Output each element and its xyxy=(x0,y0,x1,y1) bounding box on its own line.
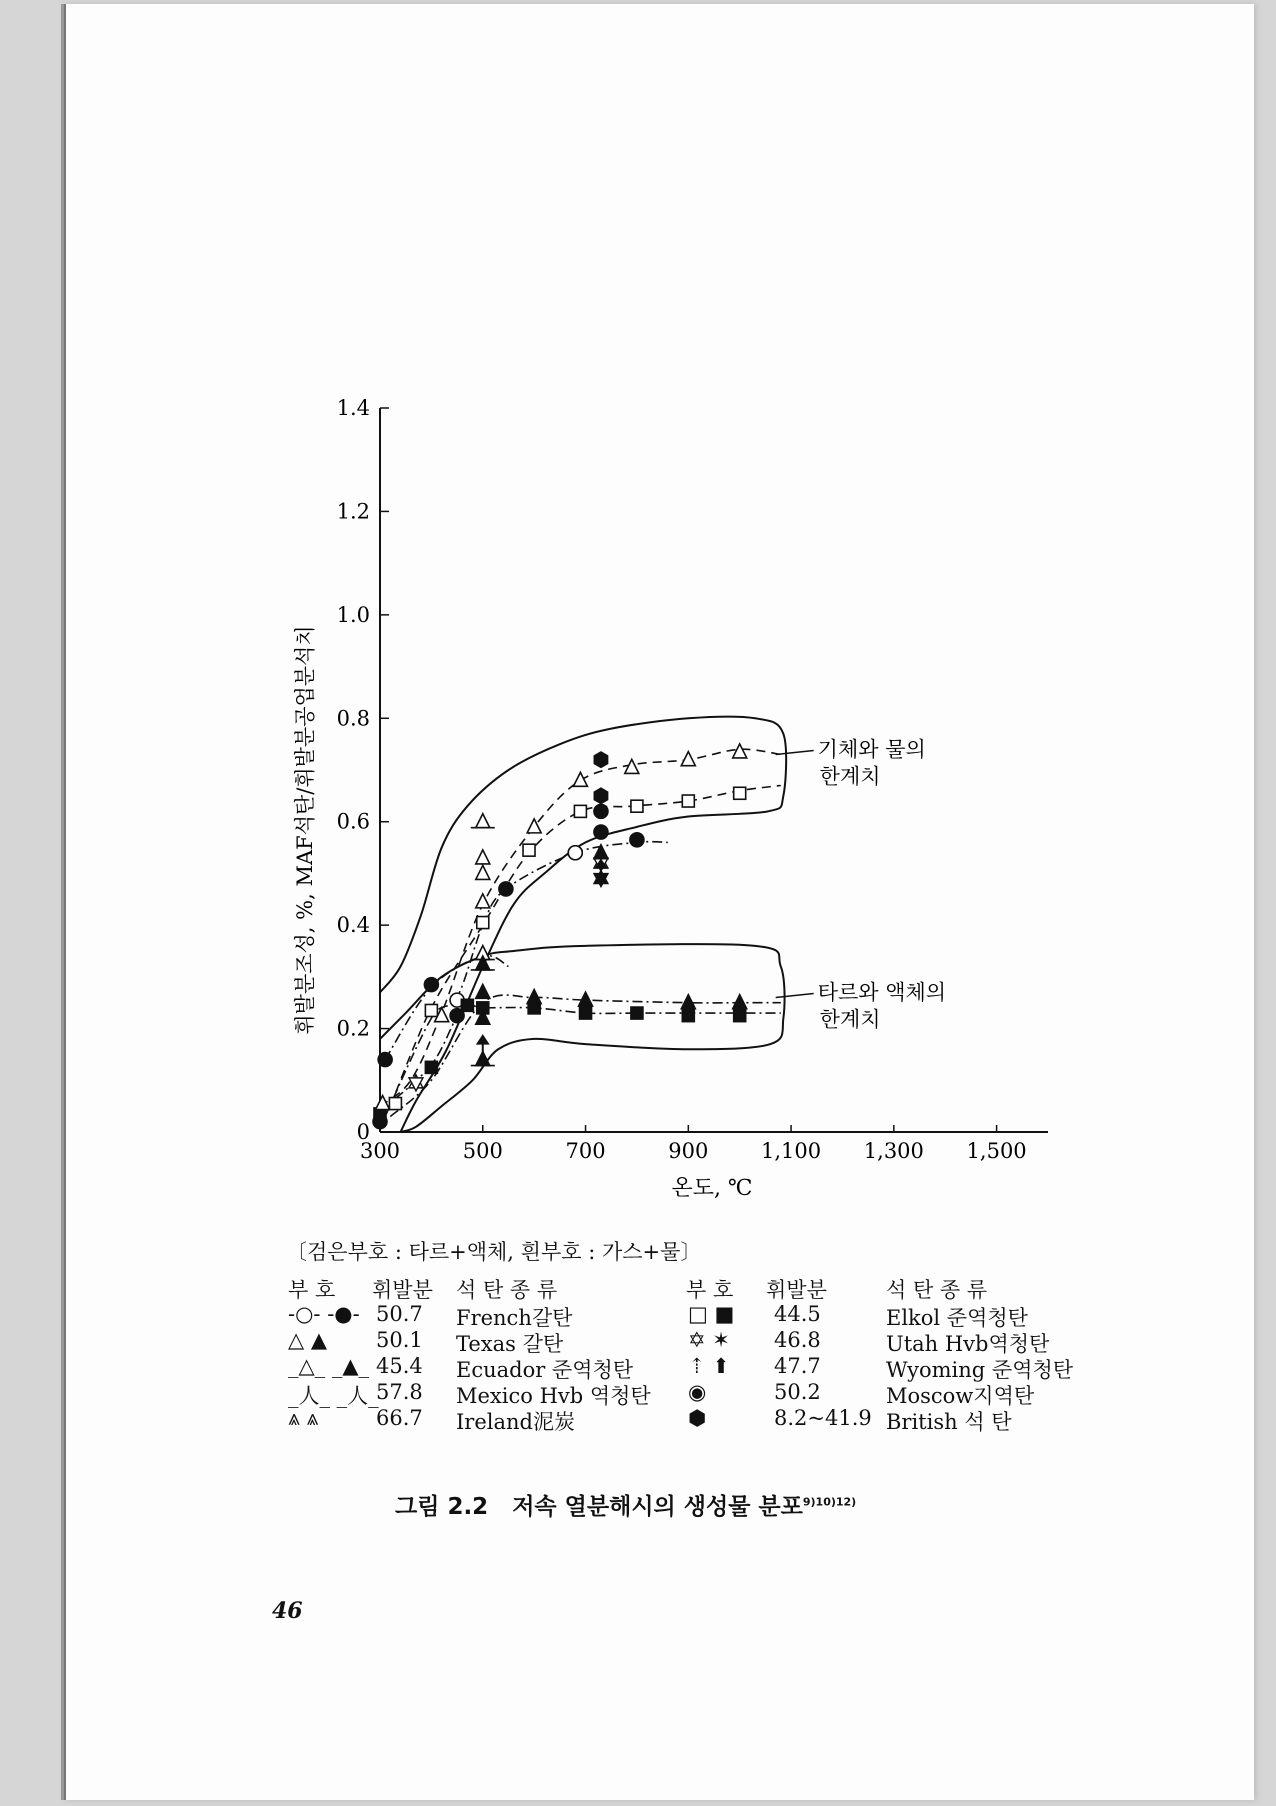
legend-row xyxy=(286,1302,686,1328)
legend-col-volatile: 휘발분 xyxy=(372,1278,433,1302)
legend-volatile: 50.2 xyxy=(774,1380,821,1404)
figure-caption xyxy=(395,1488,856,1521)
marker-square-filled xyxy=(682,1010,694,1022)
legend-volatile: 45.4 xyxy=(376,1354,423,1378)
legend-coal-type: Utah Hvb역청탄 xyxy=(886,1332,1050,1356)
marker-square-filled xyxy=(734,1010,746,1022)
legend-symbols: ⩓ ⩓ xyxy=(288,1406,319,1430)
marker-square-open xyxy=(734,787,746,799)
legend-column-headers xyxy=(286,1274,1106,1300)
legend-coal-type: British 석 탄 xyxy=(886,1410,1012,1434)
marker-circle-filled xyxy=(630,833,644,847)
x-axis-label: 온도, ℃ xyxy=(671,1176,753,1201)
x-tick-label: 500 xyxy=(462,1139,503,1163)
x-tick-label: 300 xyxy=(359,1139,401,1163)
envelope-tar-liquid-limit xyxy=(380,944,785,1132)
marker-circle-filled xyxy=(594,804,608,818)
legend-coal-type: Mexico Hvb 역청탄 xyxy=(456,1384,651,1408)
x-tick-label: 1,500 xyxy=(966,1139,1027,1163)
marker-circle-filled xyxy=(378,1053,392,1067)
caption-prefix: 그림 2.2 xyxy=(395,1494,489,1520)
marker-triangle-filled xyxy=(527,990,541,1004)
legend-coal-type: Texas 갈탄 xyxy=(456,1332,564,1356)
y-tick-label: 0.4 xyxy=(336,913,370,938)
marker-triangle-open xyxy=(476,865,490,879)
legend-symbols: ⇡ ⬆ xyxy=(688,1354,730,1378)
marker-hexagon-filled xyxy=(594,788,608,804)
caption-refs: 9)10)12) xyxy=(802,1495,857,1509)
legend-col-symbol: 부 호 xyxy=(288,1278,336,1302)
marker-triangle-filled xyxy=(476,984,490,998)
legend-header: 〔검은부호 : 타르+액체, 흰부호 : 가스+물〕 xyxy=(286,1240,702,1264)
annotation-label: 타르와 액체의 xyxy=(817,980,947,1005)
marker-triangle-open xyxy=(573,772,587,786)
marker-triangle-filled xyxy=(681,995,695,1009)
marker-square-filled xyxy=(631,1007,643,1019)
legend-coal-type: Moscow지역탄 xyxy=(886,1384,1035,1408)
legend-col-symbol-2: 부 호 xyxy=(686,1278,734,1302)
marker-circle-filled xyxy=(499,882,513,896)
y-tick-label: 0.8 xyxy=(336,706,370,731)
x-tick-label: 900 xyxy=(668,1139,709,1163)
annotation-label: 한계치 xyxy=(819,1007,881,1032)
marker-square-open xyxy=(477,917,489,929)
chart-axes xyxy=(337,396,1048,1163)
marker-square-open xyxy=(523,844,535,856)
marker-square-open xyxy=(682,795,694,807)
legend-symbols: ⬢ xyxy=(688,1406,707,1430)
legend-volatile: 57.8 xyxy=(376,1380,423,1404)
legend-row xyxy=(686,1354,1086,1380)
legend-row xyxy=(686,1406,1086,1432)
marker-circle-open xyxy=(568,846,582,860)
data-markers xyxy=(373,744,747,1129)
marker-square-open xyxy=(389,1098,401,1110)
legend-row xyxy=(686,1328,1086,1354)
legend-coal-type: Ecuador 준역청탄 xyxy=(456,1358,634,1382)
legend-col-coal: 석 탄 종 류 xyxy=(456,1278,558,1302)
y-tick-label: 1.0 xyxy=(336,602,370,627)
legend-volatile: 44.5 xyxy=(774,1302,821,1326)
marker-triangle-open xyxy=(476,850,490,864)
marker-square-open xyxy=(631,800,643,812)
legend-volatile: 50.1 xyxy=(376,1328,423,1352)
legend-symbols: △ ▲ xyxy=(288,1328,327,1352)
legend-row xyxy=(286,1380,686,1406)
legend-row xyxy=(686,1380,1086,1406)
legend-symbols: _人_ _人_ xyxy=(288,1384,379,1408)
y-tick-label: 0.6 xyxy=(336,809,370,834)
legend-symbols: □ ■ xyxy=(688,1302,735,1326)
legend-coal-type: French갈탄 xyxy=(456,1306,573,1330)
legend-volatile: 46.8 xyxy=(774,1328,821,1352)
annotation-label: 기체와 물의 xyxy=(817,737,926,762)
marker-triangle-open xyxy=(733,744,747,758)
legend-symbols: ◉ xyxy=(688,1380,707,1404)
legend-coal-type: Ireland泥炭 xyxy=(456,1410,575,1434)
legend-row xyxy=(286,1406,686,1432)
marker-triangle-open xyxy=(376,1096,390,1110)
legend-coal-type: Wyoming 준역청탄 xyxy=(886,1358,1074,1382)
legend-volatile: 8.2~41.9 xyxy=(774,1406,872,1430)
legend-symbols: _△_ _▲_ xyxy=(288,1354,369,1378)
y-tick-label: 0 xyxy=(356,1120,370,1144)
marker-circle-filled xyxy=(424,978,438,992)
legend-volatile: 66.7 xyxy=(376,1406,423,1430)
legend-row xyxy=(286,1328,686,1354)
legend-volatile: 47.7 xyxy=(774,1354,821,1378)
y-tick-label: 1.4 xyxy=(336,396,370,420)
annotation-leader xyxy=(776,994,814,998)
marker-hexagon-filled xyxy=(594,752,608,768)
marker-circle-filled xyxy=(594,825,608,839)
marker-square-filled xyxy=(461,999,473,1011)
legend-symbols: ✡ ✶ xyxy=(688,1328,730,1352)
marker-triangle-open xyxy=(681,752,695,766)
marker-triangle-filled xyxy=(733,995,747,1009)
y-tick-label: 0.2 xyxy=(336,1016,370,1041)
marker-arrow-filled xyxy=(477,1035,489,1044)
marker-square-filled xyxy=(425,1061,437,1073)
marker-square-open xyxy=(425,1004,437,1016)
annotation-label: 한계치 xyxy=(819,764,881,789)
x-tick-label: 1,100 xyxy=(761,1139,822,1163)
marker-square-filled xyxy=(580,1007,592,1019)
caption-text: 저속 열분해시의 생성물 분포 xyxy=(512,1494,803,1520)
legend-row xyxy=(286,1354,686,1380)
annotation-leader xyxy=(776,750,814,754)
page-number: 46 xyxy=(272,1598,303,1624)
marker-triangle-open-base xyxy=(476,814,490,828)
x-tick-label: 700 xyxy=(565,1139,606,1163)
legend-coal-type: Elkol 준역청탄 xyxy=(886,1306,1028,1330)
marker-square-open xyxy=(574,805,586,817)
marker-triangle-filled xyxy=(579,992,593,1006)
legend-col-volatile-2: 휘발분 xyxy=(766,1278,827,1302)
legend-row xyxy=(686,1302,1086,1328)
y-tick-label: 1.2 xyxy=(336,499,370,524)
legend-volatile: 50.7 xyxy=(376,1302,423,1326)
chart-annotations xyxy=(776,737,946,1031)
y-axis-label: 휘발분조성, %, MAF석탄/휘발분공업분석치 xyxy=(293,625,317,1035)
x-tick-label: 1,300 xyxy=(863,1139,924,1163)
legend-symbols: -○- -●- xyxy=(288,1302,360,1326)
legend-col-coal-2: 석 탄 종 류 xyxy=(886,1278,988,1302)
